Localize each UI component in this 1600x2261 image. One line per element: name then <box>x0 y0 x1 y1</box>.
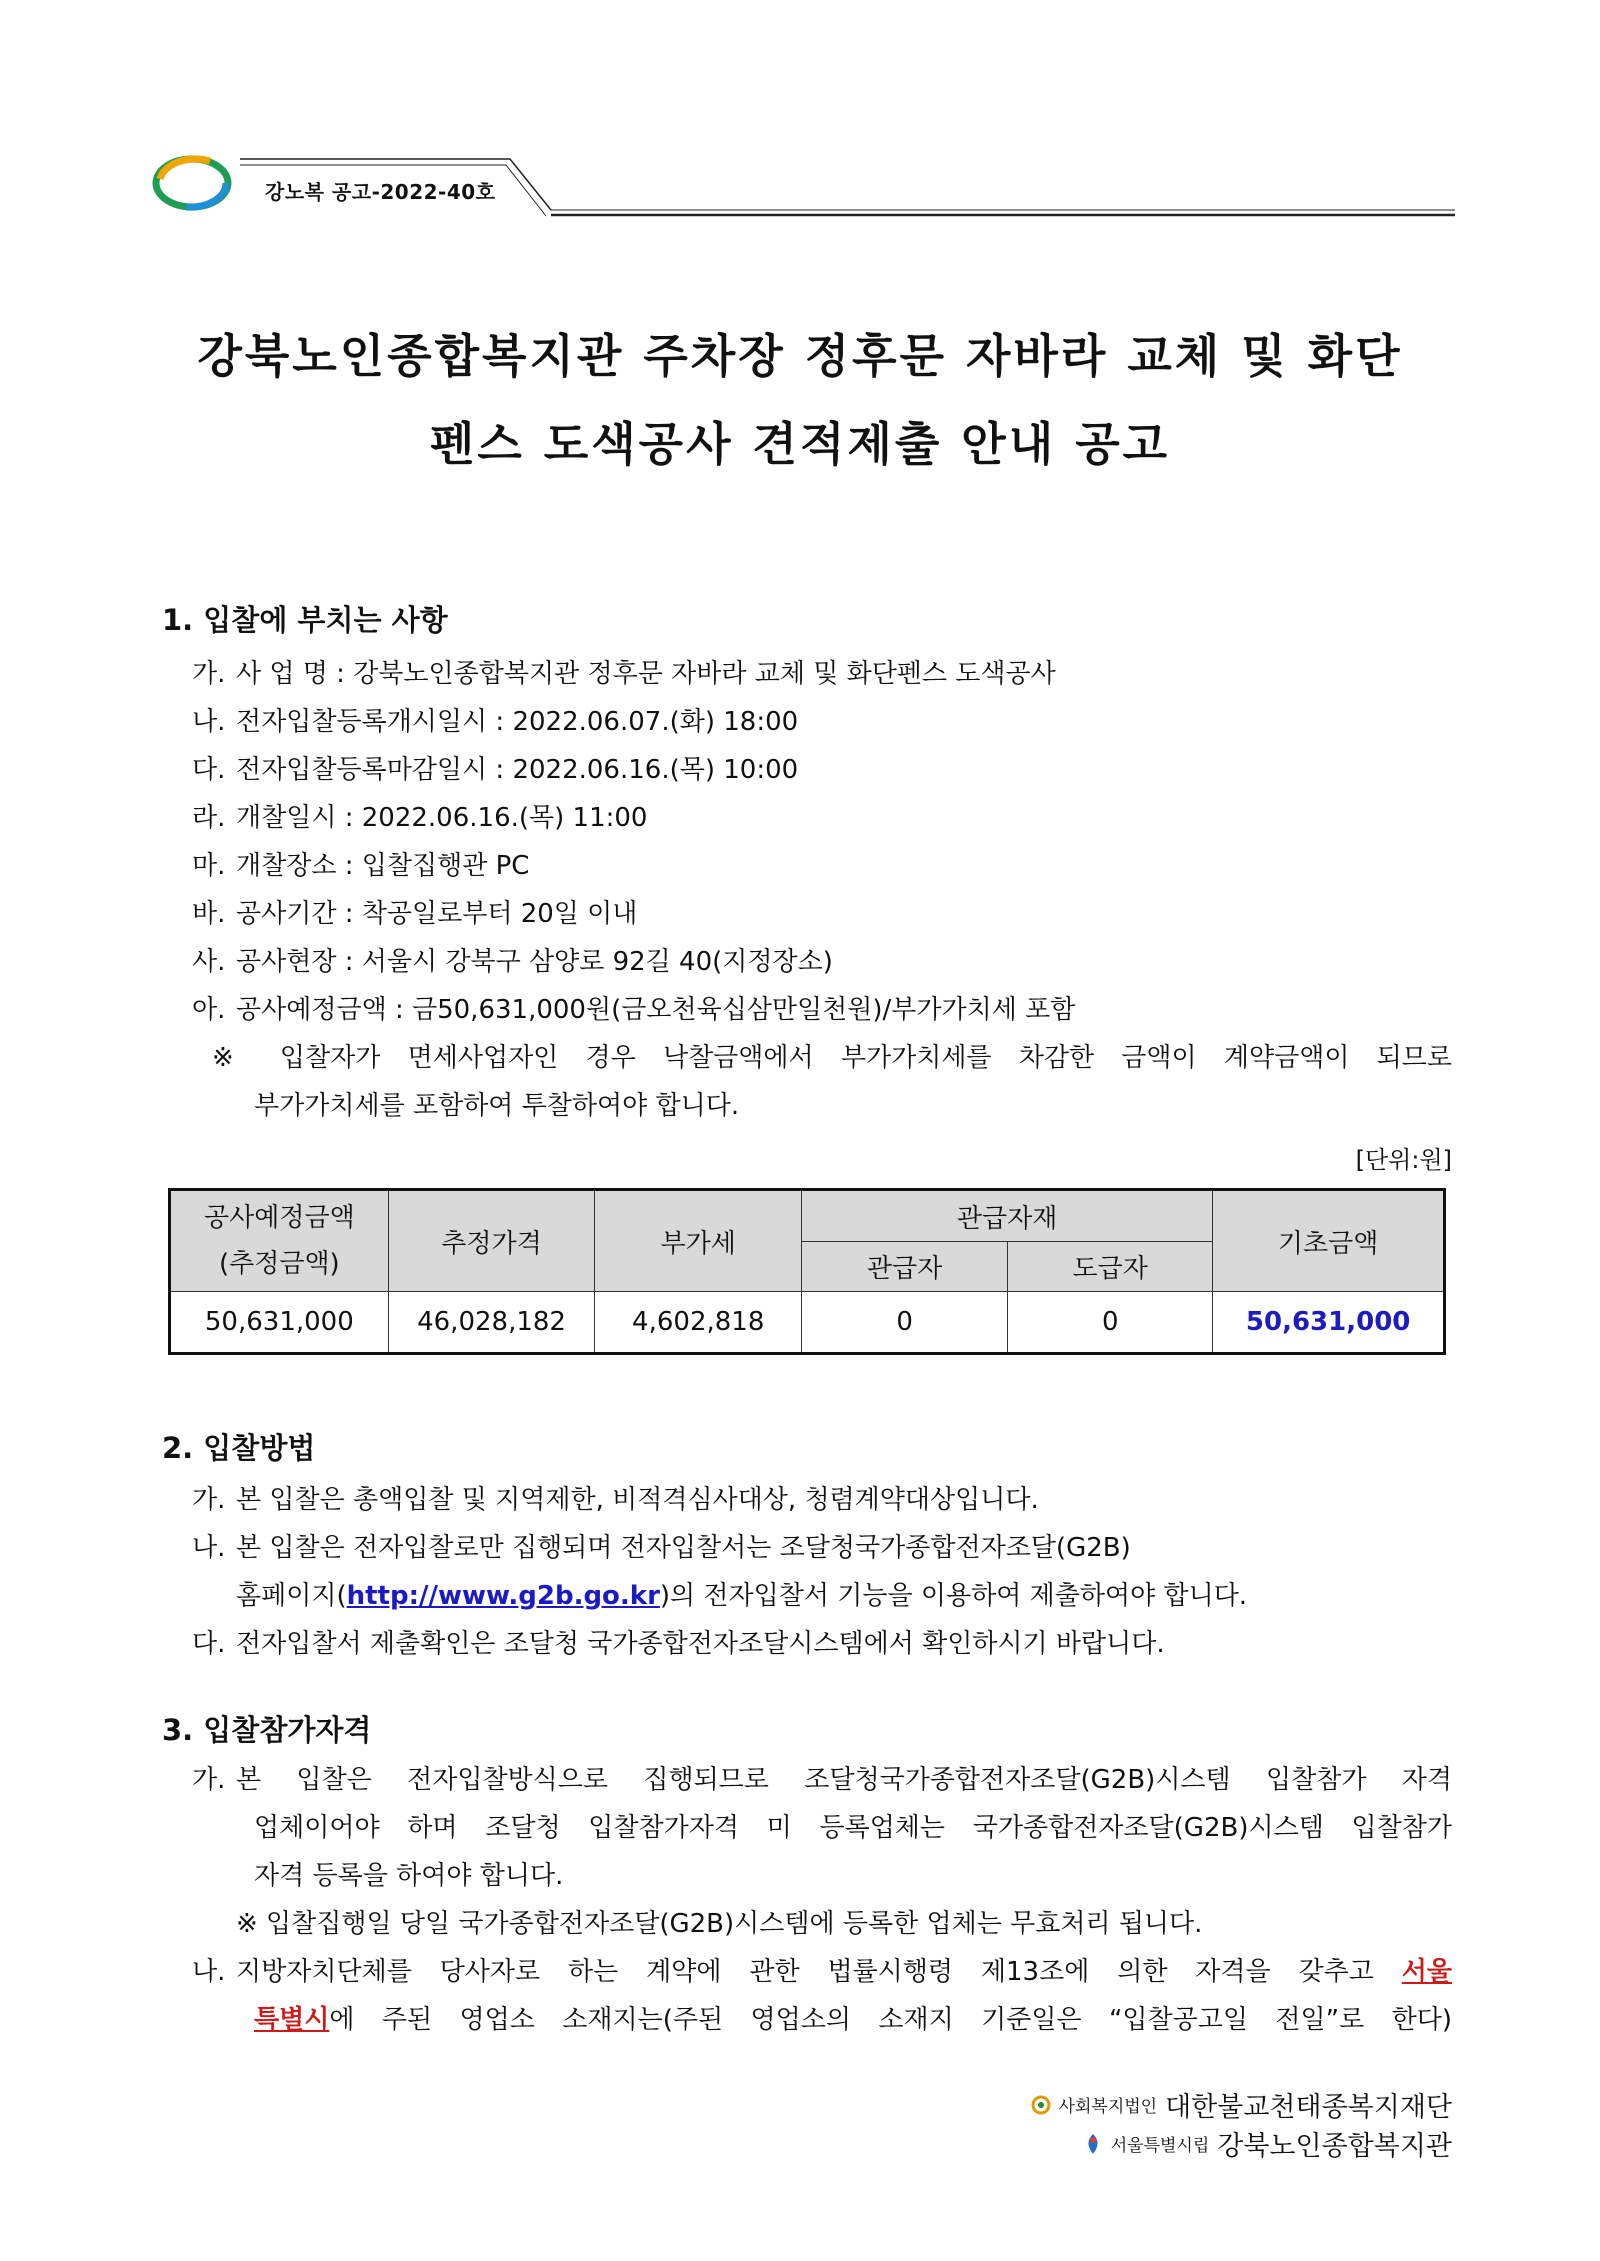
header-gov-supplied: 관급자 <box>802 1242 1008 1292</box>
section-3-heading: 3. 입찰참가자격 <box>162 1713 372 1747</box>
item-marker: 사. <box>192 947 226 977</box>
center-name: 강북노인종합복지관 <box>1217 2131 1452 2162</box>
seoul-city-logo-icon <box>1083 2132 1103 2156</box>
footer-foundation <box>1031 2085 1452 2124</box>
section-1-item-d <box>192 794 1452 842</box>
item-text: 본 입찰은 총액입찰 및 지역제한, 비적격심사대상, 청렴계약대상입니다. <box>236 1485 1039 1515</box>
seoul-highlight: 서울 <box>1401 1957 1452 1987</box>
section-2-item-b-line-2 <box>236 1572 1452 1620</box>
header-budget-line-1: 공사예정금액 <box>203 1203 355 1233</box>
section-3-item-b <box>192 1948 1452 1996</box>
section-1-item-g <box>192 938 1452 986</box>
header-estimated: 추정가격 <box>388 1190 595 1292</box>
item-marker: 바. <box>192 899 226 929</box>
item-text: 사 업 명 : 강북노인종합복지관 정후문 자바라 교체 및 화단펜스 도색공사 <box>236 659 1056 689</box>
table-row <box>170 1292 1445 1354</box>
header-budget-line-2: (추정금액) <box>218 1249 340 1279</box>
header-base-amount: 기초금액 <box>1213 1190 1445 1292</box>
item-marker: 마. <box>192 851 226 881</box>
item-text: 공사예정금액 : 금50,631,000원(금오천육십삼만일천원)/부가가치세 포함 <box>236 995 1076 1025</box>
footer-center <box>1083 2124 1452 2163</box>
item-marker: 나. <box>192 707 226 737</box>
item-marker: 다. <box>192 1629 226 1659</box>
section-2-item-b <box>192 1524 1452 1572</box>
item-text: 전자입찰등록마감일시 : 2022.06.16.(목) 10:00 <box>236 755 799 785</box>
section-1-item-h <box>192 986 1452 1034</box>
section-2-item-c <box>192 1620 1452 1668</box>
header-vat: 부가세 <box>595 1190 802 1292</box>
cell-contractor-supplied: 0 <box>1008 1292 1213 1354</box>
item-marker: 가. <box>192 1485 226 1515</box>
section-1-item-b <box>192 698 1452 746</box>
item-marker: 가. <box>192 1765 226 1795</box>
item-text: 전자입찰등록개시일시 : 2022.06.07.(화) 18:00 <box>236 707 799 737</box>
section-2-item-a <box>192 1476 1452 1524</box>
cell-estimated: 46,028,182 <box>388 1292 595 1354</box>
page-title-line-2: 펜스 도색공사 견적제출 안내 공고 <box>429 417 1171 471</box>
item-text: 개찰일시 : 2022.06.16.(목) 11:00 <box>236 803 648 833</box>
announcement-number: 강노복 공고-2022-40호 <box>265 180 496 204</box>
foundation-logo-icon <box>1031 2095 1051 2115</box>
text-fragment: 지방자치단체를 당사자로 하는 계약에 관한 법률시행령 제13조에 의한 자격을 갖추고 <box>236 1957 1374 1987</box>
item-text: 본 입찰은 전자입찰방식으로 집행되므로 조달청국가종합전자조달(G2B)시스템 입찰참가 자격 <box>236 1765 1452 1795</box>
section-3-item-b-line-2 <box>254 1996 1452 2044</box>
text-fragment: )의 전자입찰서 기능을 이용하여 제출하여야 합니다. <box>659 1581 1248 1611</box>
header-contractor-supplied: 도급자 <box>1008 1242 1213 1292</box>
section-1-item-c <box>192 746 1452 794</box>
vat-note-line-1: ※ 입찰자가 면세사업자인 경우 낙찰금액에서 부가가치세를 차감한 금액이 계약금액이 되므로 <box>212 1043 1452 1073</box>
item-text: 본 입찰은 전자입찰로만 집행되며 전자입찰서는 조달청국가종합전자조달(G2B) <box>236 1533 1131 1563</box>
item-text: 전자입찰서 제출확인은 조달청 국가종합전자조달시스템에서 확인하시기 바랍니다. <box>236 1629 1165 1659</box>
section-1-item-e <box>192 842 1452 890</box>
g2b-link[interactable]: http://www.g2b.go.kr <box>346 1581 660 1611</box>
page-title-line-1: 강북노인종합복지관 주차장 정후문 자바라 교체 및 화단 <box>197 329 1403 383</box>
item-text: 공사기간 : 착공일로부터 20일 이내 <box>236 899 638 929</box>
foundation-prefix: 사회복지법인 <box>1058 2097 1158 2117</box>
cell-vat: 4,602,818 <box>595 1292 802 1354</box>
section-3-item-a-line-2: 업체이어야 하며 조달청 입찰참가자격 미 등록업체는 국가종합전자조달(G2B)시스템 입찰참가 <box>254 1813 1452 1843</box>
section-1-item-a <box>192 650 1452 698</box>
header-materials: 관급자재 <box>802 1190 1213 1242</box>
cell-gov-supplied: 0 <box>802 1292 1008 1354</box>
foundation-name: 대한불교천태종복지재단 <box>1165 2092 1452 2123</box>
item-marker: 나. <box>192 1533 226 1563</box>
cell-base-amount: 50,631,000 <box>1213 1292 1445 1354</box>
text-fragment: 홈페이지( <box>236 1581 347 1611</box>
budget-table <box>168 1188 1446 1355</box>
item-text: 개찰장소 : 입찰집행관 PC <box>236 851 530 881</box>
cell-budget: 50,631,000 <box>170 1292 389 1354</box>
header-divider <box>0 0 1600 240</box>
text-fragment: 에 주된 영업소 소재지는(주된 영업소의 소재지 기준일은 “입찰공고일 전일”로 한다) <box>329 2005 1452 2035</box>
item-marker: 나. <box>192 1957 226 1987</box>
section-3-registration-note: ※ 입찰집행일 당일 국가종합전자조달(G2B)시스템에 등록한 업체는 무효처리 됩니다. <box>236 1909 1203 1939</box>
section-3-item-a <box>192 1756 1452 1804</box>
seoul-city-highlight: 특별시 <box>254 2005 330 2035</box>
header-budget <box>170 1190 389 1292</box>
section-1-heading: 1. 입찰에 부치는 사항 <box>162 603 448 637</box>
section-3-item-a-line-3: 자격 등록을 하여야 합니다. <box>254 1861 564 1891</box>
welfare-logo-icon <box>150 153 234 213</box>
item-marker: 가. <box>192 659 226 689</box>
center-prefix: 서울특별시립 <box>1110 2136 1210 2156</box>
vat-note-line-2: 부가가치세를 포함하여 투찰하여야 합니다. <box>254 1091 740 1121</box>
item-marker: 다. <box>192 755 226 785</box>
item-marker: 아. <box>192 995 226 1025</box>
section-1-item-f <box>192 890 1452 938</box>
item-marker: 라. <box>192 803 226 833</box>
unit-label: [단위:원] <box>1355 1146 1452 1174</box>
section-2-heading: 2. 입찰방법 <box>162 1431 316 1465</box>
item-text <box>236 1948 1452 1996</box>
item-text: 공사현장 : 서울시 강북구 삼양로 92길 40(지정장소) <box>236 947 833 977</box>
